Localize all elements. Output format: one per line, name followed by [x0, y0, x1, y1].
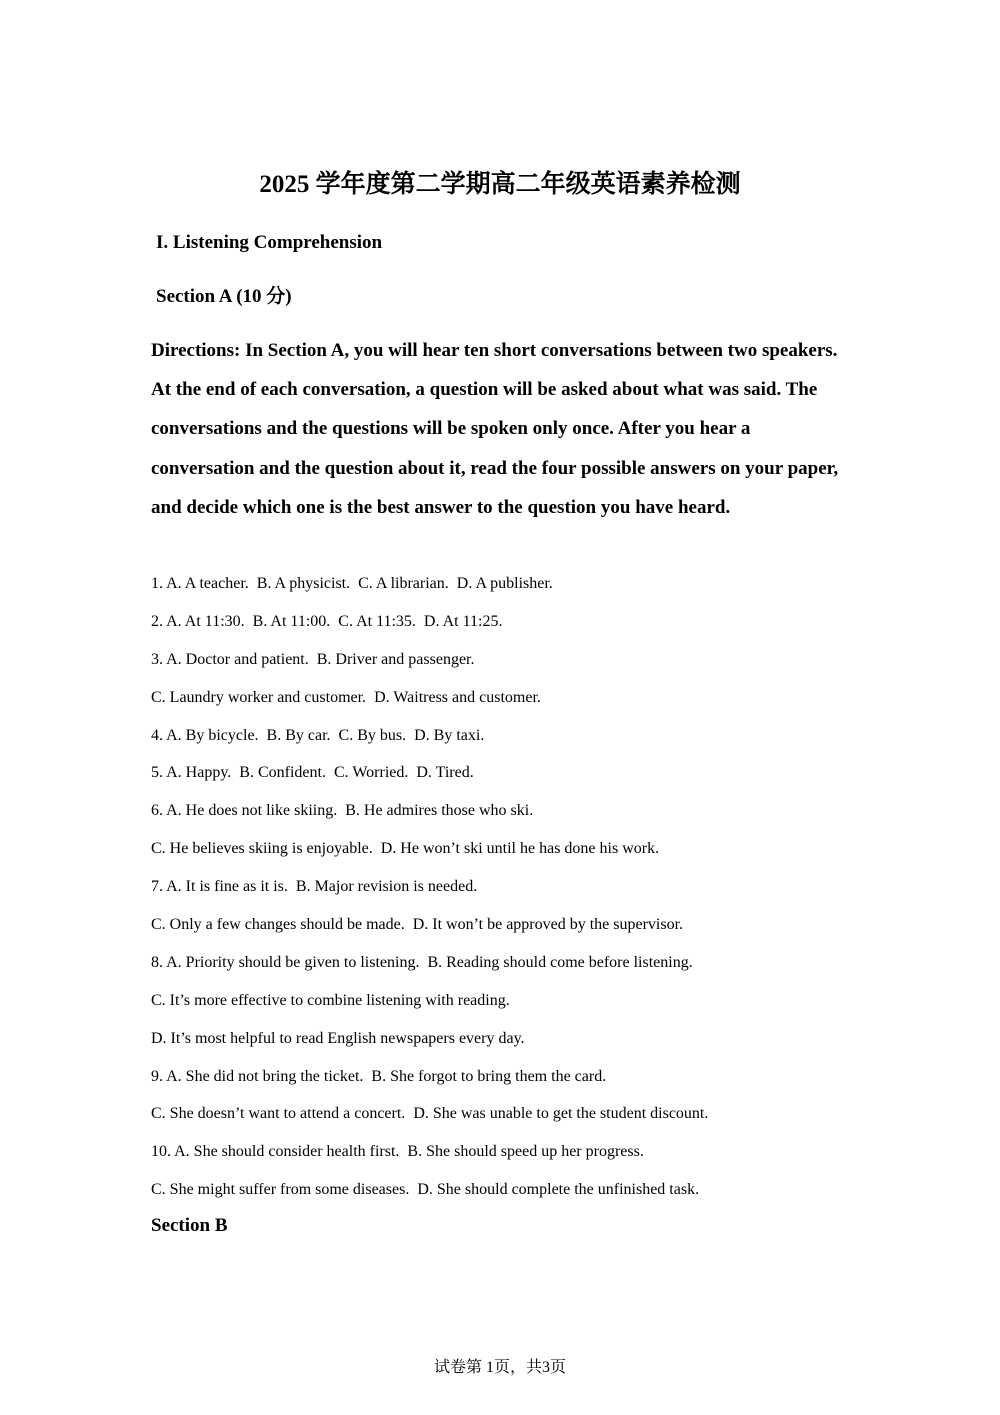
option-row [151, 949, 871, 987]
option-row [151, 1063, 871, 1101]
option-row [151, 608, 871, 646]
option-row [151, 797, 871, 835]
answer-option: D. By taxi. [414, 726, 485, 744]
answer-option: B. By car. [266, 726, 331, 744]
answer-option: D. Waitress and customer. [374, 688, 541, 706]
option-row [151, 759, 871, 797]
answer-option: C. It’s more effective to combine listening with reading. [151, 991, 510, 1009]
answer-option: B. Reading should come before listening. [427, 953, 693, 971]
section-a-heading: Section A (10 分) [156, 286, 292, 307]
option-row [151, 646, 871, 684]
answer-option: B. Major revision is needed. [295, 878, 478, 896]
answer-option: C. By bus. [338, 726, 407, 744]
answer-option: 5. A. Happy. [151, 764, 232, 782]
answer-option: C. He believes skiing is enjoyable. [151, 840, 373, 858]
answer-option: C. At 11:35. [338, 612, 416, 630]
answer-option: B. He admires those who ski. [345, 802, 534, 820]
answer-options-list [151, 570, 871, 1214]
option-row [151, 722, 871, 760]
directions-paragraph: Directions: In Section A, you will hear ten short conversations between two speakers. At the end of each conversation, a question will be asked about what was said. The conversations and the questions will be spoken only once. After you hear a conversation and the question about it, read the four possible answers on your paper, and decide which one is the best answer to the question you have heard. [151, 340, 839, 518]
answer-option: C. She might suffer from some diseases. [151, 1181, 410, 1199]
answer-option: B. A physicist. [256, 575, 351, 592]
answer-option: D. She was unable to get the student discount. [413, 1105, 709, 1123]
answer-option: B. She should speed up her progress. [407, 1143, 644, 1161]
answer-option: D. It won’t be approved by the supervisor. [412, 916, 684, 934]
answer-option: B. Confident. [239, 764, 326, 782]
page-footer: 试卷第 1页，共3页 [433, 1359, 566, 1376]
option-row [151, 684, 871, 722]
answer-option: B. She forgot to bring them the card. [371, 1067, 607, 1085]
answer-option: D. It’s most helpful to read English newspapers every day. [151, 1029, 525, 1047]
answer-option: D. He won’t ski until he has done his work. [380, 840, 660, 858]
answer-option: D. She should complete the unfinished task. [417, 1181, 700, 1199]
answer-option: 10. A. She should consider health first. [151, 1143, 400, 1161]
answer-option: C. Worried. [333, 764, 409, 782]
section-b-heading: Section B [151, 1215, 228, 1236]
option-row [151, 911, 871, 949]
answer-option: C. A librarian. [358, 575, 449, 592]
option-row [151, 1176, 871, 1214]
answer-option: C. She doesn’t want to attend a concert. [151, 1105, 406, 1123]
answer-option: 8. A. Priority should be given to listening. [151, 953, 420, 971]
answer-option: D. A publisher. [456, 575, 553, 592]
option-row [151, 1025, 871, 1063]
option-row [151, 987, 871, 1025]
answer-option: 2. A. At 11:30. [151, 612, 245, 630]
answer-option: D. At 11:25. [423, 612, 503, 630]
option-row [151, 1100, 871, 1138]
option-row [151, 835, 871, 873]
answer-option: 1. A. A teacher. [151, 575, 249, 592]
option-row [151, 570, 871, 608]
answer-option: 7. A. It is fine as it is. [151, 878, 288, 896]
answer-option: 3. A. Doctor and patient. [151, 650, 309, 668]
answer-option: C. Only a few changes should be made. [151, 916, 405, 934]
answer-option: B. Driver and passenger. [316, 650, 475, 668]
answer-option: D. Tired. [416, 764, 474, 782]
answer-option: C. Laundry worker and customer. [151, 688, 367, 706]
part-heading: I. Listening Comprehension [156, 232, 383, 253]
answer-option: 6. A. He does not like skiing. [151, 802, 338, 820]
option-row [151, 1138, 871, 1176]
exam-title: 2025 学年度第二学期高二年级英语素养检测 [259, 171, 741, 198]
option-row [151, 873, 871, 911]
answer-option: 9. A. She did not bring the ticket. [151, 1067, 364, 1085]
answer-option: 4. A. By bicycle. [151, 726, 259, 744]
answer-option: B. At 11:00. [252, 612, 331, 630]
